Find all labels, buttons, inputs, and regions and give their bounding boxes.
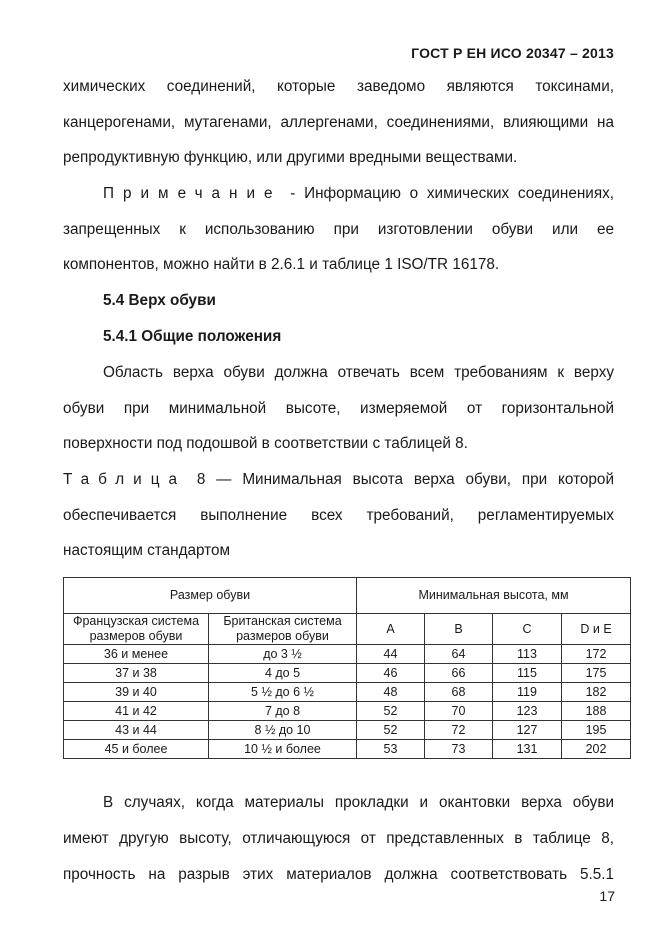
table-cell: 48 [357,683,425,702]
table-caption-line [63,470,614,490]
height-column-header: C [493,614,562,645]
paragraph-line: имеют другую высоту, отличающуюся от представленных в таблице 8, [63,830,614,847]
table-row [64,645,631,664]
note-line: компонентов, можно найти в 2.6.1 и таблице 1 ISO/TR 16178. [63,256,500,273]
table-cell: 175 [562,664,631,683]
table-cell: 39 и 40 [64,683,209,702]
height-column-header: B [425,614,493,645]
note-line [103,184,614,204]
table-cell: 123 [493,702,562,721]
table-cell: 41 и 42 [64,702,209,721]
table-cell: 202 [562,740,631,759]
table-cell: 195 [562,721,631,740]
table-row [64,721,631,740]
paragraph-line: поверхности под подошвой в соответствии с таблицей 8. [63,435,468,452]
paragraph-line: канцерогенами, мутагенами, аллергенами, соединениями, влияющими на [63,114,614,131]
section-heading: 5.4 Верх обуви [103,292,216,309]
paragraph-line: В случаях, когда материалы прокладки и окантовки верха обуви [103,794,614,811]
table-cell: 44 [357,645,425,664]
table-cell: 46 [357,664,425,683]
table-cell: 113 [493,645,562,664]
table-row [64,683,631,702]
table-body [64,645,631,759]
table-cell: 127 [493,721,562,740]
size-group-header: Размер обуви [64,578,357,614]
table-cell: 36 и менее [64,645,209,664]
french-size-header: Французская система размеров обуви [64,614,209,645]
table-cell: 10 ½ и более [209,740,357,759]
paragraph-line: Область верха обуви должна отвечать всем требованиям к верху [103,364,614,381]
paragraph-line: репродуктивную функцию, или другими вредными веществами. [63,149,518,166]
note-line: запрещенных к использованию при изготовлении обуви или ее [63,221,614,238]
height-column-header: A [357,614,425,645]
note-text: - Информацию о химических соединениях, [281,185,614,202]
table-caption-label: Таблица [63,471,186,488]
table-cell: 172 [562,645,631,664]
table-cell: 7 до 8 [209,702,357,721]
british-size-header: Британская система размеров обуви [209,614,357,645]
table-cell: 119 [493,683,562,702]
table-row [64,664,631,683]
table-caption-text: 8 — Минимальная высота верха обуви, при которой [185,471,614,488]
table-cell: 115 [493,664,562,683]
table-cell: 182 [562,683,631,702]
table-cell: 4 до 5 [209,664,357,683]
table-cell: 53 [357,740,425,759]
min-height-table [63,577,631,759]
min-height-group-header: Минимальная высота, мм [357,578,631,614]
table-cell: 72 [425,721,493,740]
table-row [64,702,631,721]
height-column-header: D и E [562,614,631,645]
table-cell: 188 [562,702,631,721]
table-cell: 52 [357,721,425,740]
table-cell: 52 [357,702,425,721]
table-cell: 5 ½ до 6 ½ [209,683,357,702]
note-label: Примечание [103,185,282,202]
table-cell: 73 [425,740,493,759]
table-caption-line: обеспечивается выполнение всех требований, регламентируемых [63,507,614,524]
page-number: 17 [599,888,615,904]
table-caption-line: настоящим стандартом [63,542,231,559]
table-cell: 70 [425,702,493,721]
table-cell: 66 [425,664,493,683]
paragraph-line: химических соединений, которые заведомо являются токсинами, [63,78,614,95]
table-cell: 45 и более [64,740,209,759]
table-cell: 64 [425,645,493,664]
subsection-heading: 5.4.1 Общие положения [103,328,282,345]
table-cell: 68 [425,683,493,702]
table-cell: 8 ½ до 10 [209,721,357,740]
paragraph-line: обуви при минимальной высоте, измеряемой от горизонтальной [63,400,614,417]
table-cell: 43 и 44 [64,721,209,740]
paragraph-line: прочность на разрыв этих материалов должна соответствовать 5.5.1 [63,866,614,883]
table-row [64,740,631,759]
table-cell: 131 [493,740,562,759]
table-cell: до 3 ½ [209,645,357,664]
table-cell: 37 и 38 [64,664,209,683]
document-header: ГОСТ Р ЕН ИСО 20347 – 2013 [411,45,614,61]
